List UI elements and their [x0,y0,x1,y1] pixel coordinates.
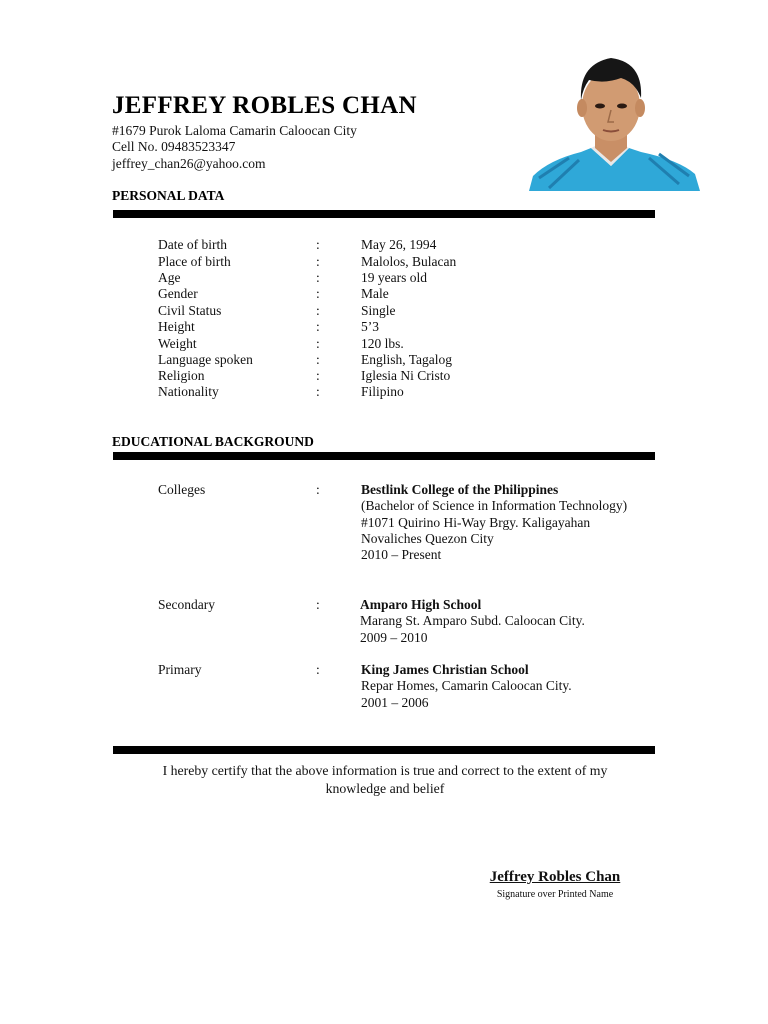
college-address: #1071 Quirino Hi-Way Brgy. Kaligayahan [361,514,591,530]
row-label: Age [158,270,181,285]
signature-caption: Signature over Printed Name [496,889,614,900]
section-divider [113,210,655,218]
row-label: Date of birth [158,237,227,252]
primary-address: Repar Homes, Camarin Caloocan City. [361,678,572,694]
row-value: Malolos, Bulacan [361,254,457,269]
portrait-image [529,48,700,191]
row-label: Language spoken [158,352,253,367]
row-colon: : [316,336,320,351]
primary-details [361,662,572,711]
email: jeffrey_chan26@yahoo.com [112,156,266,171]
row-value: Filipino [361,384,404,399]
certification-line: I hereby certify that the above information is true and correct to the extent of my [162,763,608,778]
row-colon: : [316,270,320,285]
secondary-address: Marang St. Amparo Subd. Caloocan City. [360,613,585,629]
signature-name: Jeffrey Robles Chan [489,869,621,885]
row-colon: : [316,597,320,612]
row-value: English, Tagalog [361,352,453,367]
row-colon: : [316,286,320,301]
row-colon: : [316,319,320,334]
row-label: Religion [158,368,205,383]
row-colon: : [316,352,320,367]
secondary-school-name: Amparo High School [360,597,482,612]
primary-years: 2001 – 2006 [361,694,429,710]
certification-line: knowledge and belief [325,780,445,796]
row-value: Male [361,286,389,301]
colleges-label: Colleges [158,482,206,497]
certification-text [130,762,640,797]
college-city: Novaliches Quezon City [361,530,494,546]
secondary-details [360,597,585,646]
row-value: Single [361,303,396,318]
cell-number: Cell No. 09483523347 [112,139,236,154]
college-years: 2010 – Present [361,547,442,563]
secondary-years: 2009 – 2010 [360,629,428,645]
secondary-label: Secondary [158,597,215,612]
row-label: Weight [158,336,197,351]
row-colon: : [316,254,320,269]
row-label: Place of birth [158,254,231,269]
row-value: Iglesia Ni Cristo [361,368,451,383]
personal-data-title: PERSONAL DATA [112,188,225,203]
primary-label: Primary [158,662,202,677]
address: #1679 Purok Laloma Camarin Caloocan City [112,123,357,138]
section-divider [113,746,655,754]
applicant-name: JEFFREY ROBLES CHAN [112,92,417,119]
row-colon: : [316,662,320,677]
row-label: Height [158,319,195,334]
row-value: 5’3 [361,319,379,334]
row-label: Civil Status [158,303,222,318]
section-divider [113,452,655,460]
college-course: (Bachelor of Science in Information Technology) [361,498,628,514]
college-name: Bestlink College of the Philippines [361,482,559,497]
row-value: May 26, 1994 [361,237,437,252]
row-colon: : [316,237,320,252]
row-colon: : [316,368,320,383]
row-colon: : [316,303,320,318]
primary-school-name: King James Christian School [361,662,529,677]
row-colon: : [316,384,320,399]
education-title: EDUCATIONAL BACKGROUND [112,434,314,449]
row-value: 120 lbs. [361,336,404,351]
row-colon: : [316,482,320,497]
row-value: 19 years old [361,270,427,285]
row-label: Nationality [158,384,219,399]
row-label: Gender [158,286,198,301]
colleges-details [361,482,627,563]
profile-photo [529,48,700,191]
